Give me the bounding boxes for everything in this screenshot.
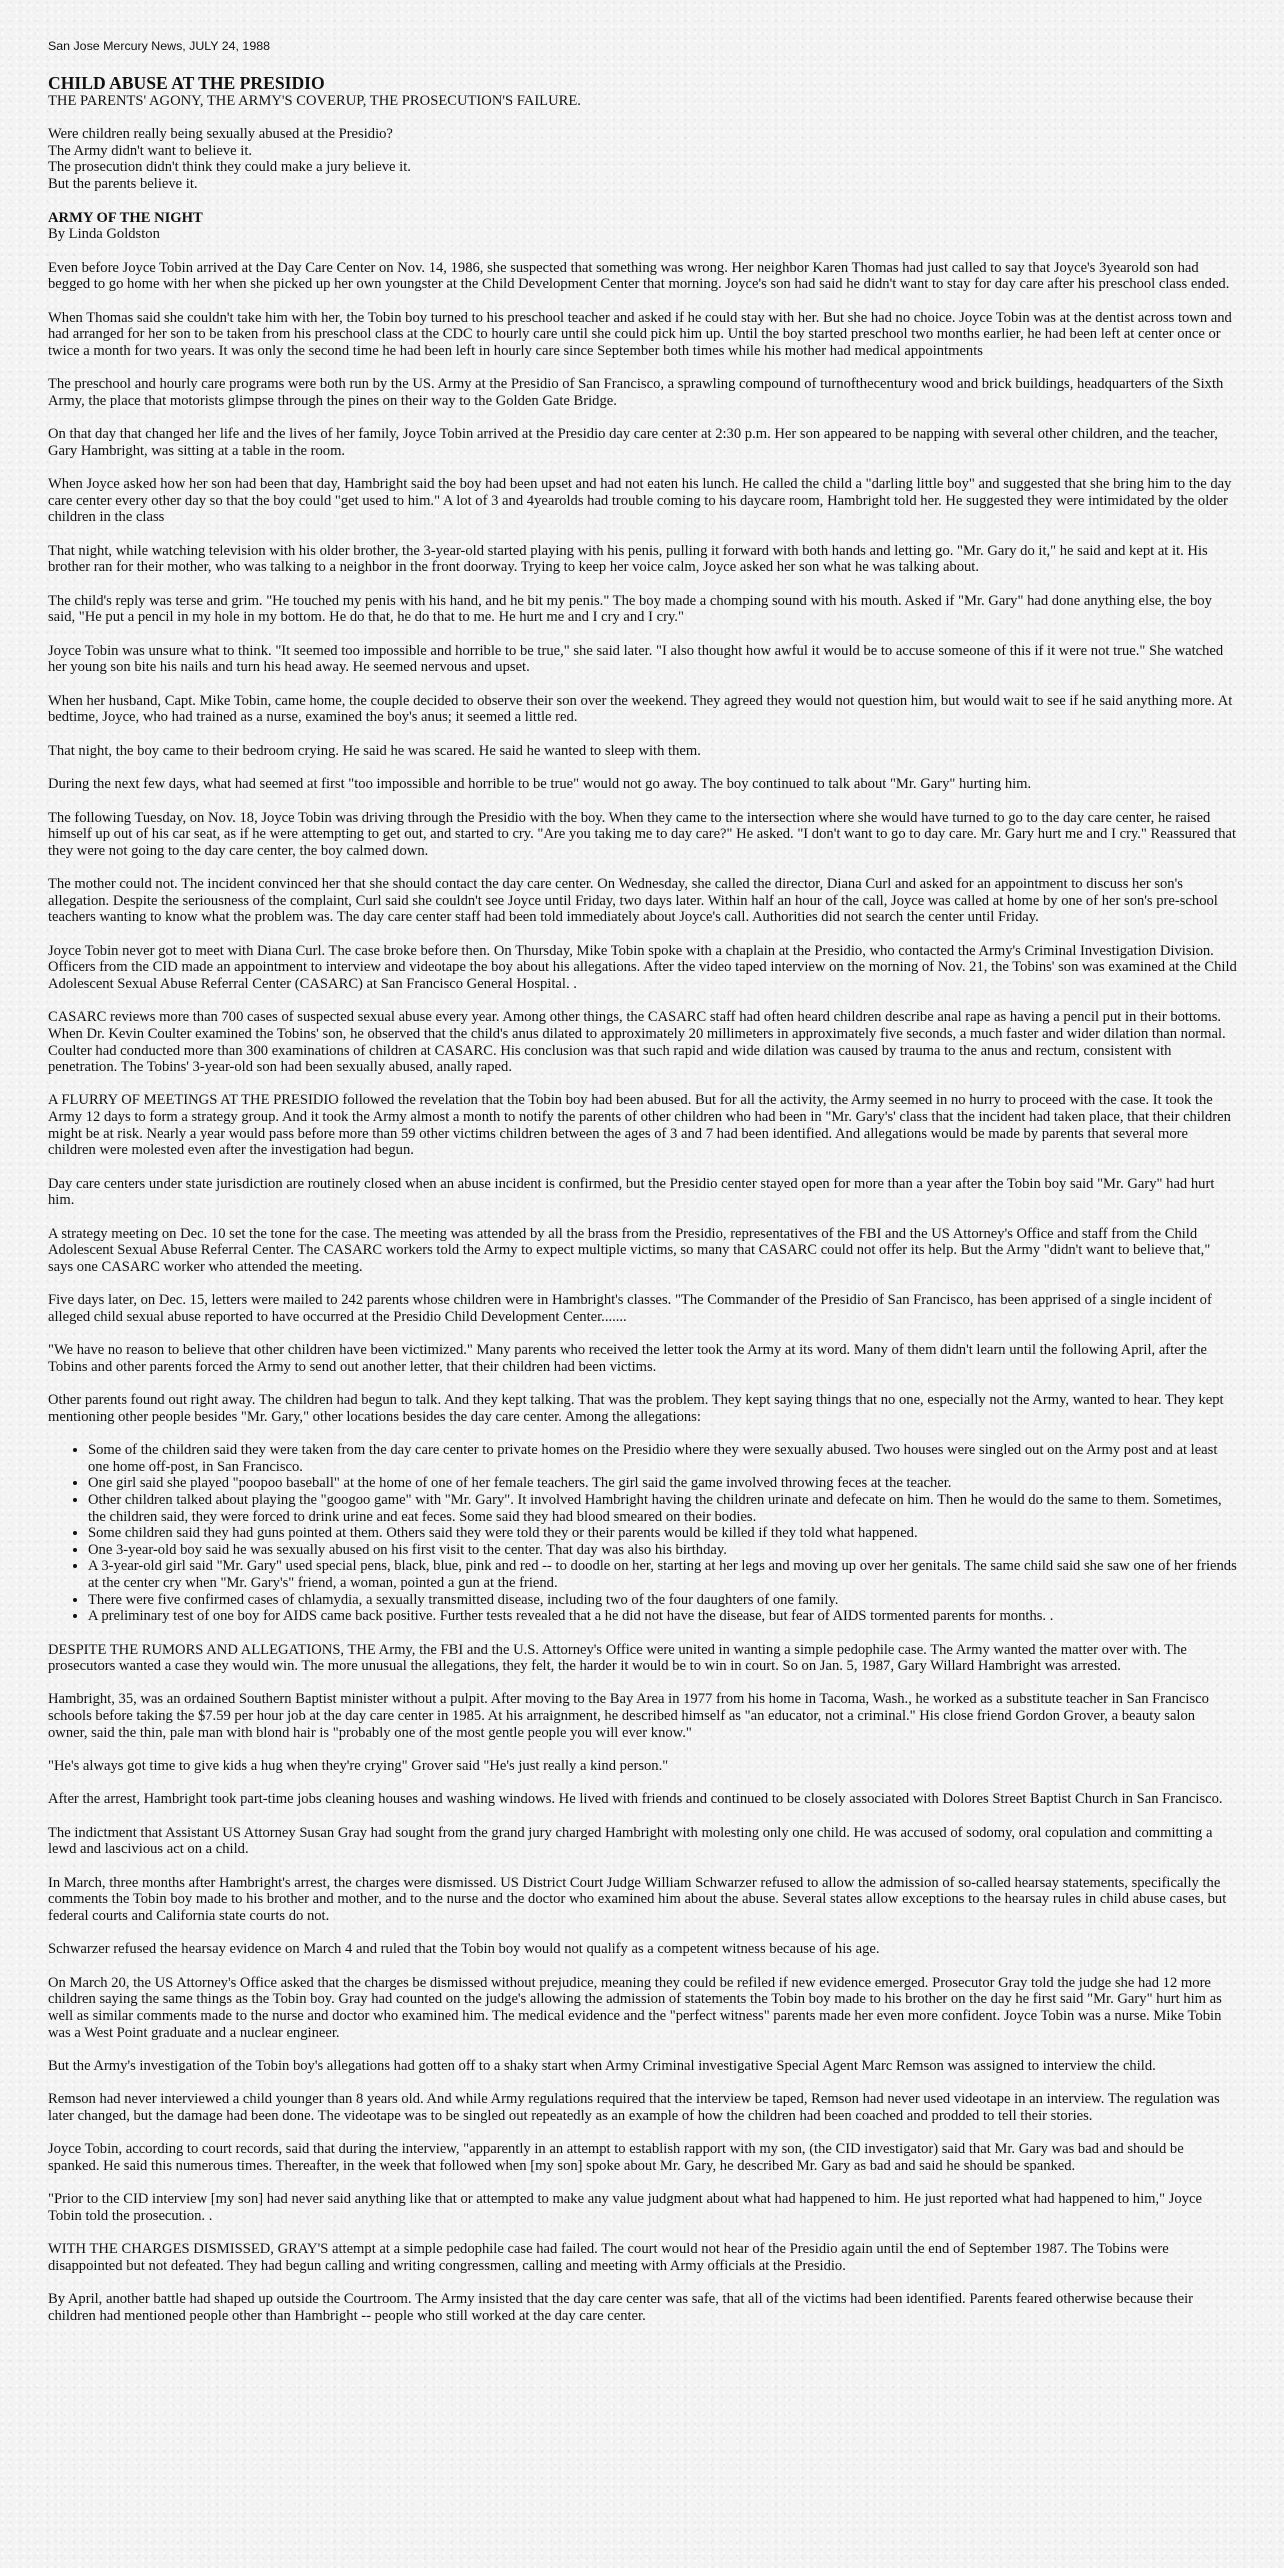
intro-block bbox=[48, 126, 1238, 192]
paragraph: That night, while watching television with his older brother, the 3-year-old started playing with his penis, pulling it forward with both hands and letting go. "Mr. Gary do it," he said and kept at it. His brother ran for their mother, who was talking to a neighbor in the front doorway. Trying to keep her voice calm, Joyce asked her son what he was talking about. bbox=[48, 542, 1208, 576]
allegation-item: • Some of the children said they were taken from the day care center to private homes on the Presidio where they were sexually abused. Two houses were singled out on the Army post and at least one home off-post, in San Francisco. bbox=[88, 1442, 1238, 1475]
paragraph: During the next few days, what had seemed at first "too impossible and horrible to be true" would not go away. The boy continued to talk about "Mr. Gary" hurting him. bbox=[48, 776, 1032, 793]
paragraph: "He's always got time to give kids a hug when they're crying" Grover said "He's just really a kind person." bbox=[48, 1758, 669, 1775]
paragraph: On March 20, the US Attorney's Office asked that the charges be dismissed without prejudice, meaning they could be refiled if new evidence emerged. Prosecutor Gray told the judge she had 12 more children saying the same things as the Tobin boy. Gray had counted on the judge's allowing the admission of statements the Tobin boy made to his brother on the day he first said "Mr. Gary" hurt him as well as similar comments made to the nurse and doctor who examined him. The medical evidence and the "perfect witness" parents made her even more confident. Joyce Tobin was a nurse. Mike Tobin was a West Point graduate and a nuclear engineer. bbox=[48, 1974, 1222, 2041]
paragraph: When Thomas said she couldn't take him with her, the Tobin boy turned to his preschool teacher and asked if he could stay with her. But she had no choice. Joyce Tobin was at the dentist across town and had arranged for her son to be taken from his preschool class at the CDC to hourly care until she could pick him up. Until the boy started preschool two months earlier, he had been left at center once or twice a month for two years. It was only the second time he had been left in hourly care since September both times while his mother had medical appointments bbox=[48, 309, 1232, 359]
paragraph: Day care centers under state jurisdiction are routinely closed when an abuse incident is confirmed, but the Presidio center stayed open for more than a year after the Tobin boy said "Mr. Gary" had hurt him. bbox=[48, 1175, 1215, 1209]
paragraph: WITH THE CHARGES DISMISSED, GRAY'S attempt at a simple pedophile case had failed. The court would not hear of the Presidio again until the end of September 1987. The Tobins were disappointed but not defeated. They had begun calling and writing congressmen, calling and meeting with Army officials at the Presidio. bbox=[48, 2241, 1169, 2274]
intro-line: Were children really being sexually abused at the Presidio? bbox=[48, 126, 393, 143]
intro-line: But the parents believe it. bbox=[48, 175, 198, 192]
intro-line: The prosecution didn't think they could make a jury believe it. bbox=[48, 159, 411, 176]
article-page bbox=[48, 38, 1238, 2341]
paragraph: The child's reply was terse and grim. "He touched my penis with his hand, and he bit my penis." The boy made a chomping sound with his mouth. Asked if "Mr. Gary" had done anything else, the boy said, "He put a pencil in my hole in my bottom. He do that, he do that to me. He hurt me and I cry and I cry." bbox=[48, 592, 1212, 626]
intro-line: The Army didn't want to believe it. bbox=[48, 142, 253, 159]
paragraph: "We have no reason to believe that other children have been victimized." Many parents who received the letter took the Army at its word. Many of them didn't learn until the following April, after the Tobins and other parents forced the Army to send out another letter, that their children had been victims. bbox=[48, 1342, 1208, 1375]
paragraph: When her husband, Capt. Mike Tobin, came home, the couple decided to observe their son over the weekend. They agreed they would not question him, but would wait to see if he said anything more. At bedtime, Joyce, who had trained as a nurse, examined the boy's anus; it seemed a little red. bbox=[48, 692, 1233, 726]
paragraph: Remson had never interviewed a child younger than 8 years old. And while Army regulations required that the interview be taped, Remson had never used videotape in an interview. The regulation was later changed, but the damage had been done. The videotape was to be singled out repeatedly as an example of how the children had been coached and prodded to tell their stories. bbox=[48, 2091, 1220, 2124]
allegation-item: • A preliminary test of one boy for AIDS came back positive. Further tests revealed that a he did not have the disease, but fear of AIDS tormented parents for months. . bbox=[88, 1608, 1238, 1625]
paragraph: A FLURRY OF MEETINGS AT THE PRESIDIO followed the revelation that the Tobin boy had been abused. But for all the activity, the Army seemed in no hurry to proceed with the case. It took the Army 12 days to form a strategy group. And it took the Army almost a month to notify the parents of other children who had been in "Mr. Gary's' class that the incident had taken place, that their children might be at risk. Nearly a year would pass before more than 59 other victims children between the ages of 3 and 7 had been identified. And allegations would be made by parents that several more children were molested even after the investigation had begun. bbox=[48, 1092, 1231, 1159]
paragraph: By April, another battle had shaped up outside the Courtroom. The Army insisted that the day care center was safe, that all of the victims had been identified. Parents feared otherwise because their children had mentioned people other than Hambright -- people who still worked at the day care center. bbox=[48, 2291, 1193, 2324]
allegations-list bbox=[48, 1442, 1238, 1625]
paragraph: "Prior to the CID interview [my son] had never said anything like that or attempted to make any value judgment about what had happened to him. He just reported what had happened to him," Joyce Tobin told the prosecution. . bbox=[48, 2191, 1202, 2224]
paragraph: After the arrest, Hambright took part-time jobs cleaning houses and washing windows. He lived with friends and continued to be closely associated with Dolores Street Baptist Church in San Francisco. bbox=[48, 1791, 1223, 1808]
dateline: San Jose Mercury News, JULY 24, 1988 bbox=[48, 39, 270, 53]
paragraph: A strategy meeting on Dec. 10 set the tone for the case. The meeting was attended by all the brass from the Presidio, representatives of the FBI and the US Attorney's Office and staff from the Child Adolescent Sexual Abuse Referral Center. The CASARC workers told the Army to expect multiple victims, so many that CASARC could not offer its help. But the Army "didn't want to believe that," says one CASARC worker who attended the meeting. bbox=[48, 1225, 1211, 1275]
allegation-item: • One girl said she played "poopoo baseball" at the home of one of her female teachers. The girl said the game involved throwing feces at the teacher. bbox=[88, 1475, 1238, 1492]
subhead: THE PARENTS' AGONY, THE ARMY'S COVERUP, THE PROSECUTION'S FAILURE. bbox=[48, 92, 581, 109]
section-title: ARMY OF THE NIGHT bbox=[48, 209, 203, 226]
paragraph: The following Tuesday, on Nov. 18, Joyce Tobin was driving through the Presidio with the boy. When they came to the intersection where she would have turned to go to the day care center, he raised himself up out of his car seat, as if he were attempting to get out, and started to cry. "Are you taking me to day care?" He asked. "I don't want to go to day care. Mr. Gary hurt me and I cry." Reassured that they were not going to the day care center, the boy calmed down. bbox=[48, 809, 1237, 859]
byline: By Linda Goldston bbox=[48, 226, 160, 243]
paragraph: The preschool and hourly care programs were both run by the US. Army at the Presidio of San Francisco, a sprawling compound of turnofthecentury wood and brick buildings, headquarters of the Sixth Army, the place that motorists glimpse through the pines on their way to the Golden Gate Bridge. bbox=[48, 376, 1224, 409]
paragraph: That night, the boy came to their bedroom crying. He said he was scared. He said he wanted to sleep with them. bbox=[48, 742, 701, 759]
allegation-item: • There were five confirmed cases of chlamydia, a sexually transmitted disease, including two of the four daughters of one family. bbox=[88, 1592, 1238, 1609]
paragraph: On that day that changed her life and the lives of her family, Joyce Tobin arrived at the Presidio day care center at 2:30 p.m. Her son appeared to be napping with several other children, and the teacher, Gary Hambright, was sitting at a table in the room. bbox=[48, 426, 1218, 459]
paragraph: Five days later, on Dec. 15, letters were mailed to 242 parents whose children were in Hambright's classes. "The Commander of the Presidio of San Francisco, has been apprised of a single incident of alleged child sexual abuse reported to have occurred at the Presidio Child Development Center....... bbox=[48, 1292, 1212, 1325]
paragraph: DESPITE THE RUMORS AND ALLEGATIONS, THE Army, the FBI and the U.S. Attorney's Office were united in wanting a simple pedophile case. The Army wanted the matter over with. The prosecutors wanted a case they would win. The more unusual the allegations, they felt, the harder it would be to win in court. So on Jan. 5, 1987, Gary Willard Hambright was arrested. bbox=[48, 1641, 1187, 1675]
paragraph: Joyce Tobin was unsure what to think. "It seemed too impossible and horrible to be true," she said later. "I also thought how awful it would be to accuse someone of this if it were not true." She watched her young son bite his nails and turn his head away. He seemed nervous and upset. bbox=[48, 642, 1224, 676]
paragraph: Joyce Tobin, according to court records, said that during the interview, "apparently in an attempt to establish rapport with my son, (the CID investigator) said that Mr. Gary was bad and should be spanked. He said this numerous times. Thereafter, in the week that followed when [my son] spoke about Mr. Gary, he described Mr. Gary as bad and said he should be spanked. bbox=[48, 2141, 1184, 2174]
paragraph: But the Army's investigation of the Tobin boy's allegations had gotten off to a shaky start when Army Criminal investigative Special Agent Marc Remson was assigned to interview the child. bbox=[48, 2057, 1156, 2074]
paragraph: Other parents found out right away. The children had begun to talk. And they kept talking. That was the problem. They kept saying things that no one, especially not the Army, wanted to hear. They kept mentioning other people besides "Mr. Gary," other locations besides the day care center. Among the allegations: bbox=[48, 1392, 1224, 1425]
paragraph: In March, three months after Hambright's arrest, the charges were dismissed. US District Court Judge William Schwarzer refused to allow the admission of so-called hearsay statements, specifically the comments the Tobin boy made to his brother and mother, and to the nurse and the doctor who examined him about the abuse. Several states allow exceptions to the hearsay rules in child abuse cases, but federal courts and California state courts do not. bbox=[48, 1874, 1227, 1925]
allegation-item: • One 3-year-old boy said he was sexually abused on his first visit to the center. That day was also his birthday. bbox=[88, 1542, 1238, 1559]
paragraph: The mother could not. The incident convinced her that she should contact the day care center. On Wednesday, she called the director, Diana Curl and asked for an appointment to discuss her son's allegation. Despite the seriousness of the complaint, Curl said she couldn't see Joyce until Friday, two days later. Within half an hour of the call, Joyce was called at home by one of her son's pre-school teachers wanting to know what the problem was. The day care center staff had been told immediately about Joyce's call. Authorities did not search the center until Friday. bbox=[48, 876, 1218, 926]
paragraph: The indictment that Assistant US Attorney Susan Gray had sought from the grand jury charged Hambright with molesting only one child. He was accused of sodomy, oral copulation and committing a lewd and lascivious act on a child. bbox=[48, 1824, 1213, 1858]
paragraph: CASARC reviews more than 700 cases of suspected sexual abuse every year. Among other things, the CASARC staff had often heard children describe anal rape as having a pencil put in their bottoms. When Dr. Kevin Coulter examined the Tobins' son, he observed that the child's anus dilated to approximately 20 millimeters in approximately five seconds, a much faster and wider dilation than normal. Coulter had conducted more than 300 examinations of children at CASARC. His conclusion was that such rapid and wide dilation was caused by trauma to the anus and rectum, consistent with penetration. The Tobins' 3-year-old son had been sexually abused, anally raped. bbox=[48, 1009, 1226, 1076]
headline: CHILD ABUSE AT THE PRESIDIO bbox=[48, 72, 325, 93]
article-body bbox=[48, 260, 1238, 2325]
paragraph: Schwarzer refused the hearsay evidence on March 4 and ruled that the Tobin boy would not qualify as a competent witness because of his age. bbox=[48, 1941, 880, 1958]
paragraph: Joyce Tobin never got to meet with Diana Curl. The case broke before then. On Thursday, Mike Tobin spoke with a chaplain at the Presidio, who contacted the Army's Criminal Investigation Division. Officers from the CID made an appointment to interview and videotape the boy about his allegations. After the video taped interview on the morning of Nov. 21, the Tobins' son was examined at the Child Adolescent Sexual Abuse Referral Center (CASARC) at San Francisco General Hospital. . bbox=[48, 942, 1237, 992]
allegation-item: • Other children talked about playing the "googoo game" with "Mr. Gary". It involved Hambright having the children urinate and defecate on him. Then he would do the same to them. Sometimes, the children said, they were forced to drink urine and eat feces. Some said they had blood smeared on their bodies. bbox=[88, 1492, 1238, 1525]
paragraph: Hambright, 35, was an ordained Southern Baptist minister without a pulpit. After moving to the Bay Area in 1977 from his home in Tacoma, Wash., he worked as a substitute teacher in San Francisco schools before taking the $7.59 per hour job at the day care center in 1985. At his arraignment, he described himself as "an educator, not a criminal." His close friend Gordon Grover, a beauty salon owner, said the thin, pale man with blond hair is "probably one of the most gentle people you will ever know." bbox=[48, 1691, 1209, 1741]
paragraph: When Joyce asked how her son had been that day, Hambright said the boy had been upset and had not eaten his lunch. He called the child a "darling little boy" and suggested that she bring him to the day care center every other day so that the boy could "get used to him." A lot of 3 and 4yearolds had trouble coming to his daycare room, Hambright told her. He suggested they were intimidated by the older children in the class bbox=[48, 476, 1232, 526]
allegation-item: • Some children said they had guns pointed at them. Others said they were told they or their parents would be killed if they told what happened. bbox=[88, 1525, 1238, 1542]
allegation-item: • A 3-year-old girl said "Mr. Gary" used special pens, black, blue, pink and red -- to doodle on her, starting at her legs and moving up over her genitals. The same child said she saw one of her friends at the center cry when "Mr. Gary's" friend, a woman, pointed a gun at the friend. bbox=[88, 1558, 1238, 1591]
paragraph: Even before Joyce Tobin arrived at the Day Care Center on Nov. 14, 1986, she suspected that something was wrong. Her neighbor Karen Thomas had just called to say that Joyce's 3yearold son had begged to go home with her when she picked up her own youngster at the Child Development Center that morning. Joyce's son had said he didn't want to stay for day care after his preschool class ended. bbox=[48, 259, 1230, 293]
